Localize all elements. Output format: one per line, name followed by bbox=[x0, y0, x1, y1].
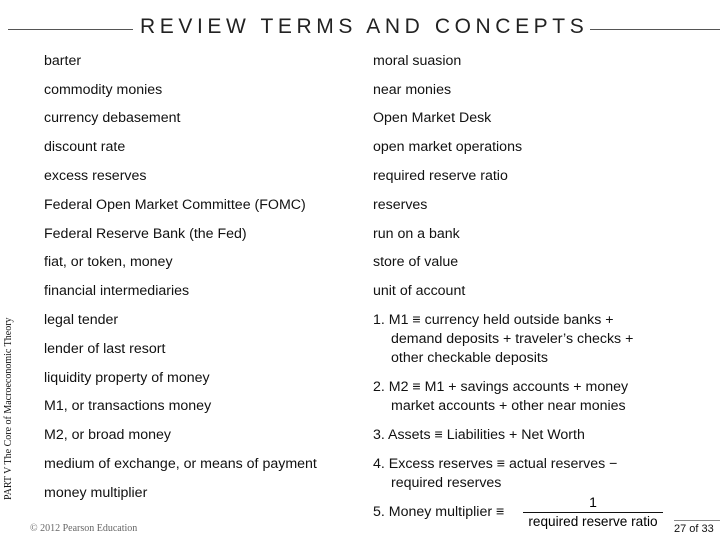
equation-line: required reserves bbox=[391, 475, 502, 491]
equation-line: demand deposits + traveler’s checks + bbox=[391, 331, 634, 347]
term-item: Federal Reserve Bank (the Fed) bbox=[44, 226, 247, 242]
term-item: excess reserves bbox=[44, 168, 147, 184]
term-item: run on a bank bbox=[373, 226, 460, 242]
term-item: fiat, or token, money bbox=[44, 254, 173, 270]
term-item: store of value bbox=[373, 254, 459, 270]
equation-assets bbox=[373, 426, 585, 445]
fraction-bar bbox=[523, 512, 663, 513]
term-item: commodity monies bbox=[44, 82, 163, 98]
title-rule-left bbox=[8, 29, 133, 30]
term-item: open market operations bbox=[373, 139, 523, 155]
term-item: unit of account bbox=[373, 283, 466, 299]
page-title: REVIEW TERMS AND CONCEPTS bbox=[140, 15, 589, 38]
equation-line: other checkable deposits bbox=[391, 350, 548, 366]
equation-line: 2. M2 ≡ M1 + savings accounts + money bbox=[373, 379, 629, 395]
page-number: 27 of 33 bbox=[674, 523, 714, 535]
term-item: moral suasion bbox=[373, 53, 462, 69]
equation-line: 3. Assets ≡ Liabilities + Net Worth bbox=[373, 427, 585, 443]
term-item: reserves bbox=[373, 197, 428, 213]
fraction-numerator: 1 bbox=[589, 494, 597, 510]
term-item: required reserve ratio bbox=[373, 168, 508, 184]
equation-excess-reserves bbox=[373, 455, 617, 493]
equation-line: market accounts + other near monies bbox=[391, 398, 626, 414]
term-item: lender of last resort bbox=[44, 341, 166, 357]
part-label: PART V The Core of Macroeconomic Theory bbox=[3, 317, 14, 500]
term-item: medium of exchange, or means of payment bbox=[44, 456, 317, 472]
term-item: near monies bbox=[373, 82, 452, 98]
fraction-denominator: required reserve ratio bbox=[528, 514, 658, 529]
term-item: currency debasement bbox=[44, 110, 181, 126]
term-item: money multiplier bbox=[44, 485, 148, 501]
term-item: discount rate bbox=[44, 139, 126, 155]
equation-line: 1. M1 ≡ currency held outside banks + bbox=[373, 312, 614, 328]
footer-rule bbox=[674, 520, 720, 521]
equation-line: 4. Excess reserves ≡ actual reserves − bbox=[373, 456, 618, 472]
title-bar bbox=[0, 14, 720, 42]
term-item: barter bbox=[44, 53, 82, 69]
equation-m1 bbox=[373, 311, 633, 368]
term-item: Open Market Desk bbox=[373, 110, 492, 126]
term-item: financial intermediaries bbox=[44, 283, 190, 299]
equation-m2 bbox=[373, 378, 628, 416]
term-item: liquidity property of money bbox=[44, 370, 210, 386]
title-rule-right bbox=[590, 29, 720, 30]
multiplier-fraction bbox=[523, 494, 663, 534]
equation-money-multiplier bbox=[373, 503, 504, 522]
term-item: M1, or transactions money bbox=[44, 398, 212, 414]
term-item: M2, or broad money bbox=[44, 427, 171, 443]
term-item: legal tender bbox=[44, 312, 119, 328]
term-item: Federal Open Market Committee (FOMC) bbox=[44, 197, 306, 213]
copyright-notice: © 2012 Pearson Education bbox=[30, 523, 138, 534]
equation-line: 5. Money multiplier ≡ bbox=[373, 504, 505, 520]
